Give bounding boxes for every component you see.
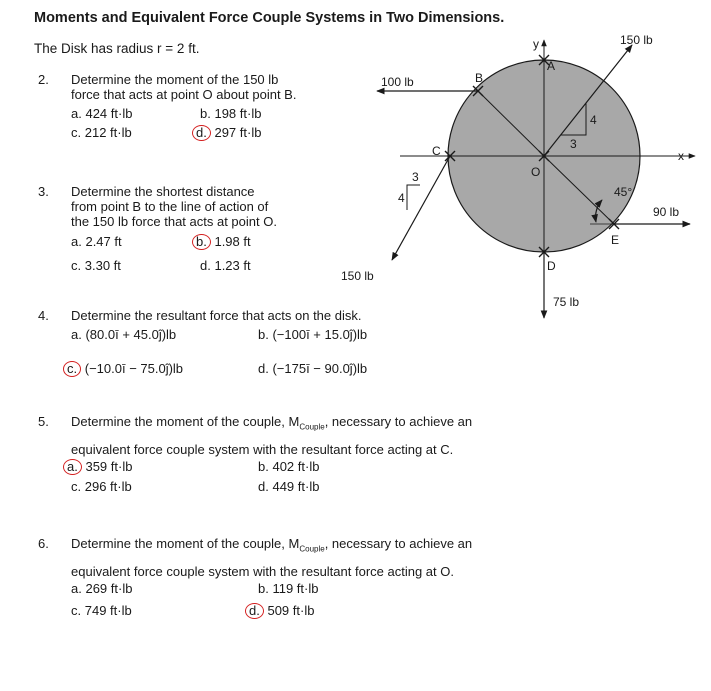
label-x-axis: x — [678, 149, 684, 163]
option-6b[interactable]: b. 119 ft·lb — [258, 581, 319, 596]
label-angle: 45° — [614, 185, 633, 199]
question-text-line: force that acts at point O about point B. — [71, 87, 297, 102]
label-E: E — [611, 233, 620, 247]
option-2c[interactable]: c. 212 ft·lb — [71, 125, 132, 140]
option-3c[interactable]: c. 3.30 ft — [71, 258, 121, 273]
label-D: D — [547, 259, 556, 273]
label-A: A — [547, 59, 556, 73]
label-C: C — [432, 144, 441, 158]
question-text-line: the 150 lb force that acts at point O. — [71, 214, 277, 229]
label-tri-left-side: 4 — [398, 191, 405, 205]
option-3b[interactable]: b. 1.98 ft — [196, 234, 251, 250]
option-4b[interactable]: b. (−100ī + 15.0ĵ)lb — [258, 327, 368, 342]
label-y-axis: y — [533, 37, 539, 51]
option-5b[interactable]: b. 402 ft·lb — [258, 459, 320, 474]
question-number: 5. — [38, 414, 49, 429]
label-150-top: 150 lb — [620, 33, 653, 47]
given-statement: The Disk has radius r = 2 ft. — [34, 41, 200, 56]
question-text-line: Determine the moment of the couple, $M_{Couple}$, necessary to achieve an — [71, 414, 473, 432]
option-2d[interactable]: d. 297 ft·lb — [196, 125, 261, 141]
question-text-line: Determine the moment of the couple, $M_{Couple}$, necessary to achieve an — [71, 536, 473, 554]
question-number: 2. — [38, 72, 49, 87]
option-5d[interactable]: d. 449 ft·lb — [258, 479, 320, 494]
option-6d[interactable]: d. 509 ft·lb — [249, 603, 314, 619]
question-number: 6. — [38, 536, 49, 551]
option-3d[interactable]: d. 1.23 ft — [200, 258, 251, 273]
label-O: O — [531, 165, 541, 179]
option-6c[interactable]: c. 749 ft·lb — [71, 603, 132, 618]
selected-answer-circle: c. — [63, 361, 81, 377]
option-2a[interactable]: a. 424 ft·lb — [71, 106, 133, 121]
slope-triangle-left — [407, 185, 420, 210]
label-tri-right-h: 3 — [570, 137, 577, 151]
option-2b[interactable]: b. 198 ft·lb — [200, 106, 262, 121]
label-150-bottom: 150 lb — [341, 269, 374, 283]
option-4d[interactable]: d. (−175ī − 90.0ĵ)lb — [258, 361, 368, 376]
label-90: 90 lb — [653, 205, 680, 219]
selected-answer-circle: d. — [192, 125, 211, 141]
question-text-line: equivalent force couple system with the resultant force acting at C. — [71, 442, 454, 457]
question-text-line: from point B to the line of action of — [71, 199, 269, 214]
page-title: Moments and Equivalent Force Couple Systems in Two Dimensions. — [34, 10, 505, 26]
selected-answer-circle: d. — [245, 603, 264, 619]
option-5c[interactable]: c. 296 ft·lb — [71, 479, 132, 494]
selected-answer-circle: a. — [63, 459, 82, 475]
question-number: 3. — [38, 184, 49, 199]
label-100: 100 lb — [381, 75, 414, 89]
option-4a[interactable]: a. (80.0ī + 45.0ĵ)lb — [71, 327, 177, 342]
force-150-bottom-arrow — [392, 156, 450, 260]
option-6a[interactable]: a. 269 ft·lb — [71, 581, 133, 596]
label-tri-right-v: 4 — [590, 113, 597, 127]
label-B: B — [475, 71, 484, 85]
question-number: 4. — [38, 308, 49, 323]
selected-answer-circle: b. — [192, 234, 211, 250]
option-4c[interactable]: c. (−10.0ī − 75.0ĵ)lb — [67, 361, 183, 377]
question-text-line: Determine the shortest distance — [71, 184, 255, 199]
label-tri-left-top: 3 — [412, 170, 419, 184]
question-text-line: equivalent force couple system with the resultant force acting at O. — [71, 564, 454, 579]
option-5a[interactable]: a. 359 ft·lb — [67, 459, 132, 475]
label-75: 75 lb — [553, 295, 580, 309]
question-text-line: Determine the resultant force that acts on the disk. — [71, 308, 362, 323]
question-text-line: Determine the moment of the 150 lb — [71, 72, 279, 87]
option-3a[interactable]: a. 2.47 ft — [71, 234, 122, 249]
